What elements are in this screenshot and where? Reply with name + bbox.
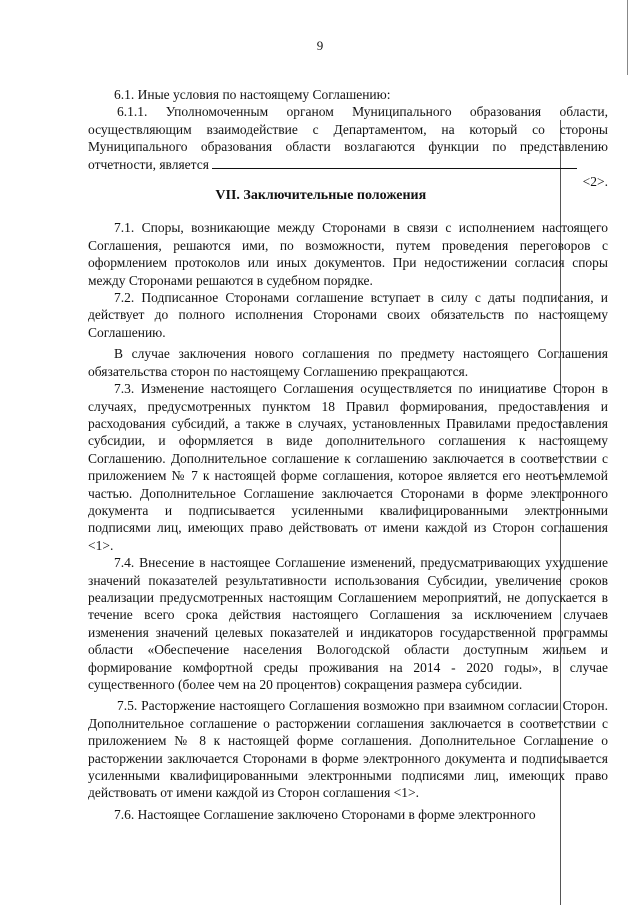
- clause-7-4: 7.4. Внесение в настоящее Соглашение изменений, предусматривающих ухудшение значений показателей результативности использования Субсидии, увеличение сроков реализации предусмотренных настоящим Соглашением мероприятий, не допускается в течение всего срока действия настоящего Соглашения за исключением случаев изменения значений целевых показателей и индикаторов государственной программы области «Обеспечение населения Вологодской области доступным жильем и формирование комфортной среды проживания на 2014 - 2020 годы», в случае существенного (более чем на 20 процентов) сокращения размера субсидии.: [88, 555, 608, 692]
- clause-6-1-1: [88, 103, 608, 190]
- scan-edge-line: [627, 0, 628, 75]
- clause-6-1-1-text: 6.1.1. Уполномоченным органом Муниципального образования области, осуществляющим взаимодействие с Департаментом, на который со стороны Муниципального образования области возлагаются функции по представлению отчетности, является: [88, 104, 608, 172]
- section-heading: VII. Заключительные положения: [215, 188, 427, 204]
- clause-new-agreement: В случае заключения нового соглашения по предмету настоящего Соглашения обязательства сторон по настоящему Соглашению прекращаются.: [88, 346, 608, 379]
- clause-6-1: 6.1. Иные условия по настоящему Соглашению:: [114, 87, 391, 102]
- clause-7-3: 7.3. Изменение настоящего Соглашения осуществляется по инициативе Сторон в случаях, предусмотренных пунктом 18 Правил формирования, предоставления и расходования субсидий, а также в случаях, установленных Правилами предоставления субсидии, и оформляется в виде дополнительного соглашения к настоящему Соглашению. Дополнительное соглашение к соглашению заключается в соответствии с приложением № 7 к настоящей форме соглашения, которое является его неотъемлемой частью. Дополнительное Соглашение заключается Сторонами в форме электронного документа и подписывается усиленными квалифицированными электронными подписями лиц, имеющих право действовать от имени каждой из Сторон соглашения <1>.: [88, 381, 608, 553]
- document-body: [88, 86, 608, 823]
- clause-7-6: 7.6. Настоящее Соглашение заключено Сторонами в форме электронного: [114, 806, 536, 822]
- blank-fill-line: [212, 156, 577, 169]
- page-number: 9: [316, 38, 324, 53]
- footnote-ref-2: <2>.: [582, 174, 608, 190]
- clause-7-2: 7.2. Подписанное Сторонами соглашение вступает в силу с даты подписания, и действует до полного исполнения Сторонами своих обязательств по настоящему Соглашению.: [88, 290, 608, 340]
- clause-7-5: 7.5. Расторжение настоящего Соглашения возможно при взаимном согласии Сторон. Дополнительное соглашение о расторжении соглашения заключается в соответствии с приложением № 8 к настоящей форме соглашения. Дополнительное Соглашение о расторжении заключается Сторонами в форме электронного документа и подписывается усиленными квалифицированными электронными подписями лиц, имеющих право действовать от имени каждой из Сторон соглашения <1>.: [88, 698, 608, 801]
- clause-7-1: 7.1. Споры, возникающие между Сторонами в связи с исполнением настоящего Соглашения, решаются ими, по возможности, путем проведения переговоров с оформлением протоколов или иных документов. При недостижении согласия споры между Сторонами решаются в судебном порядке.: [88, 220, 608, 288]
